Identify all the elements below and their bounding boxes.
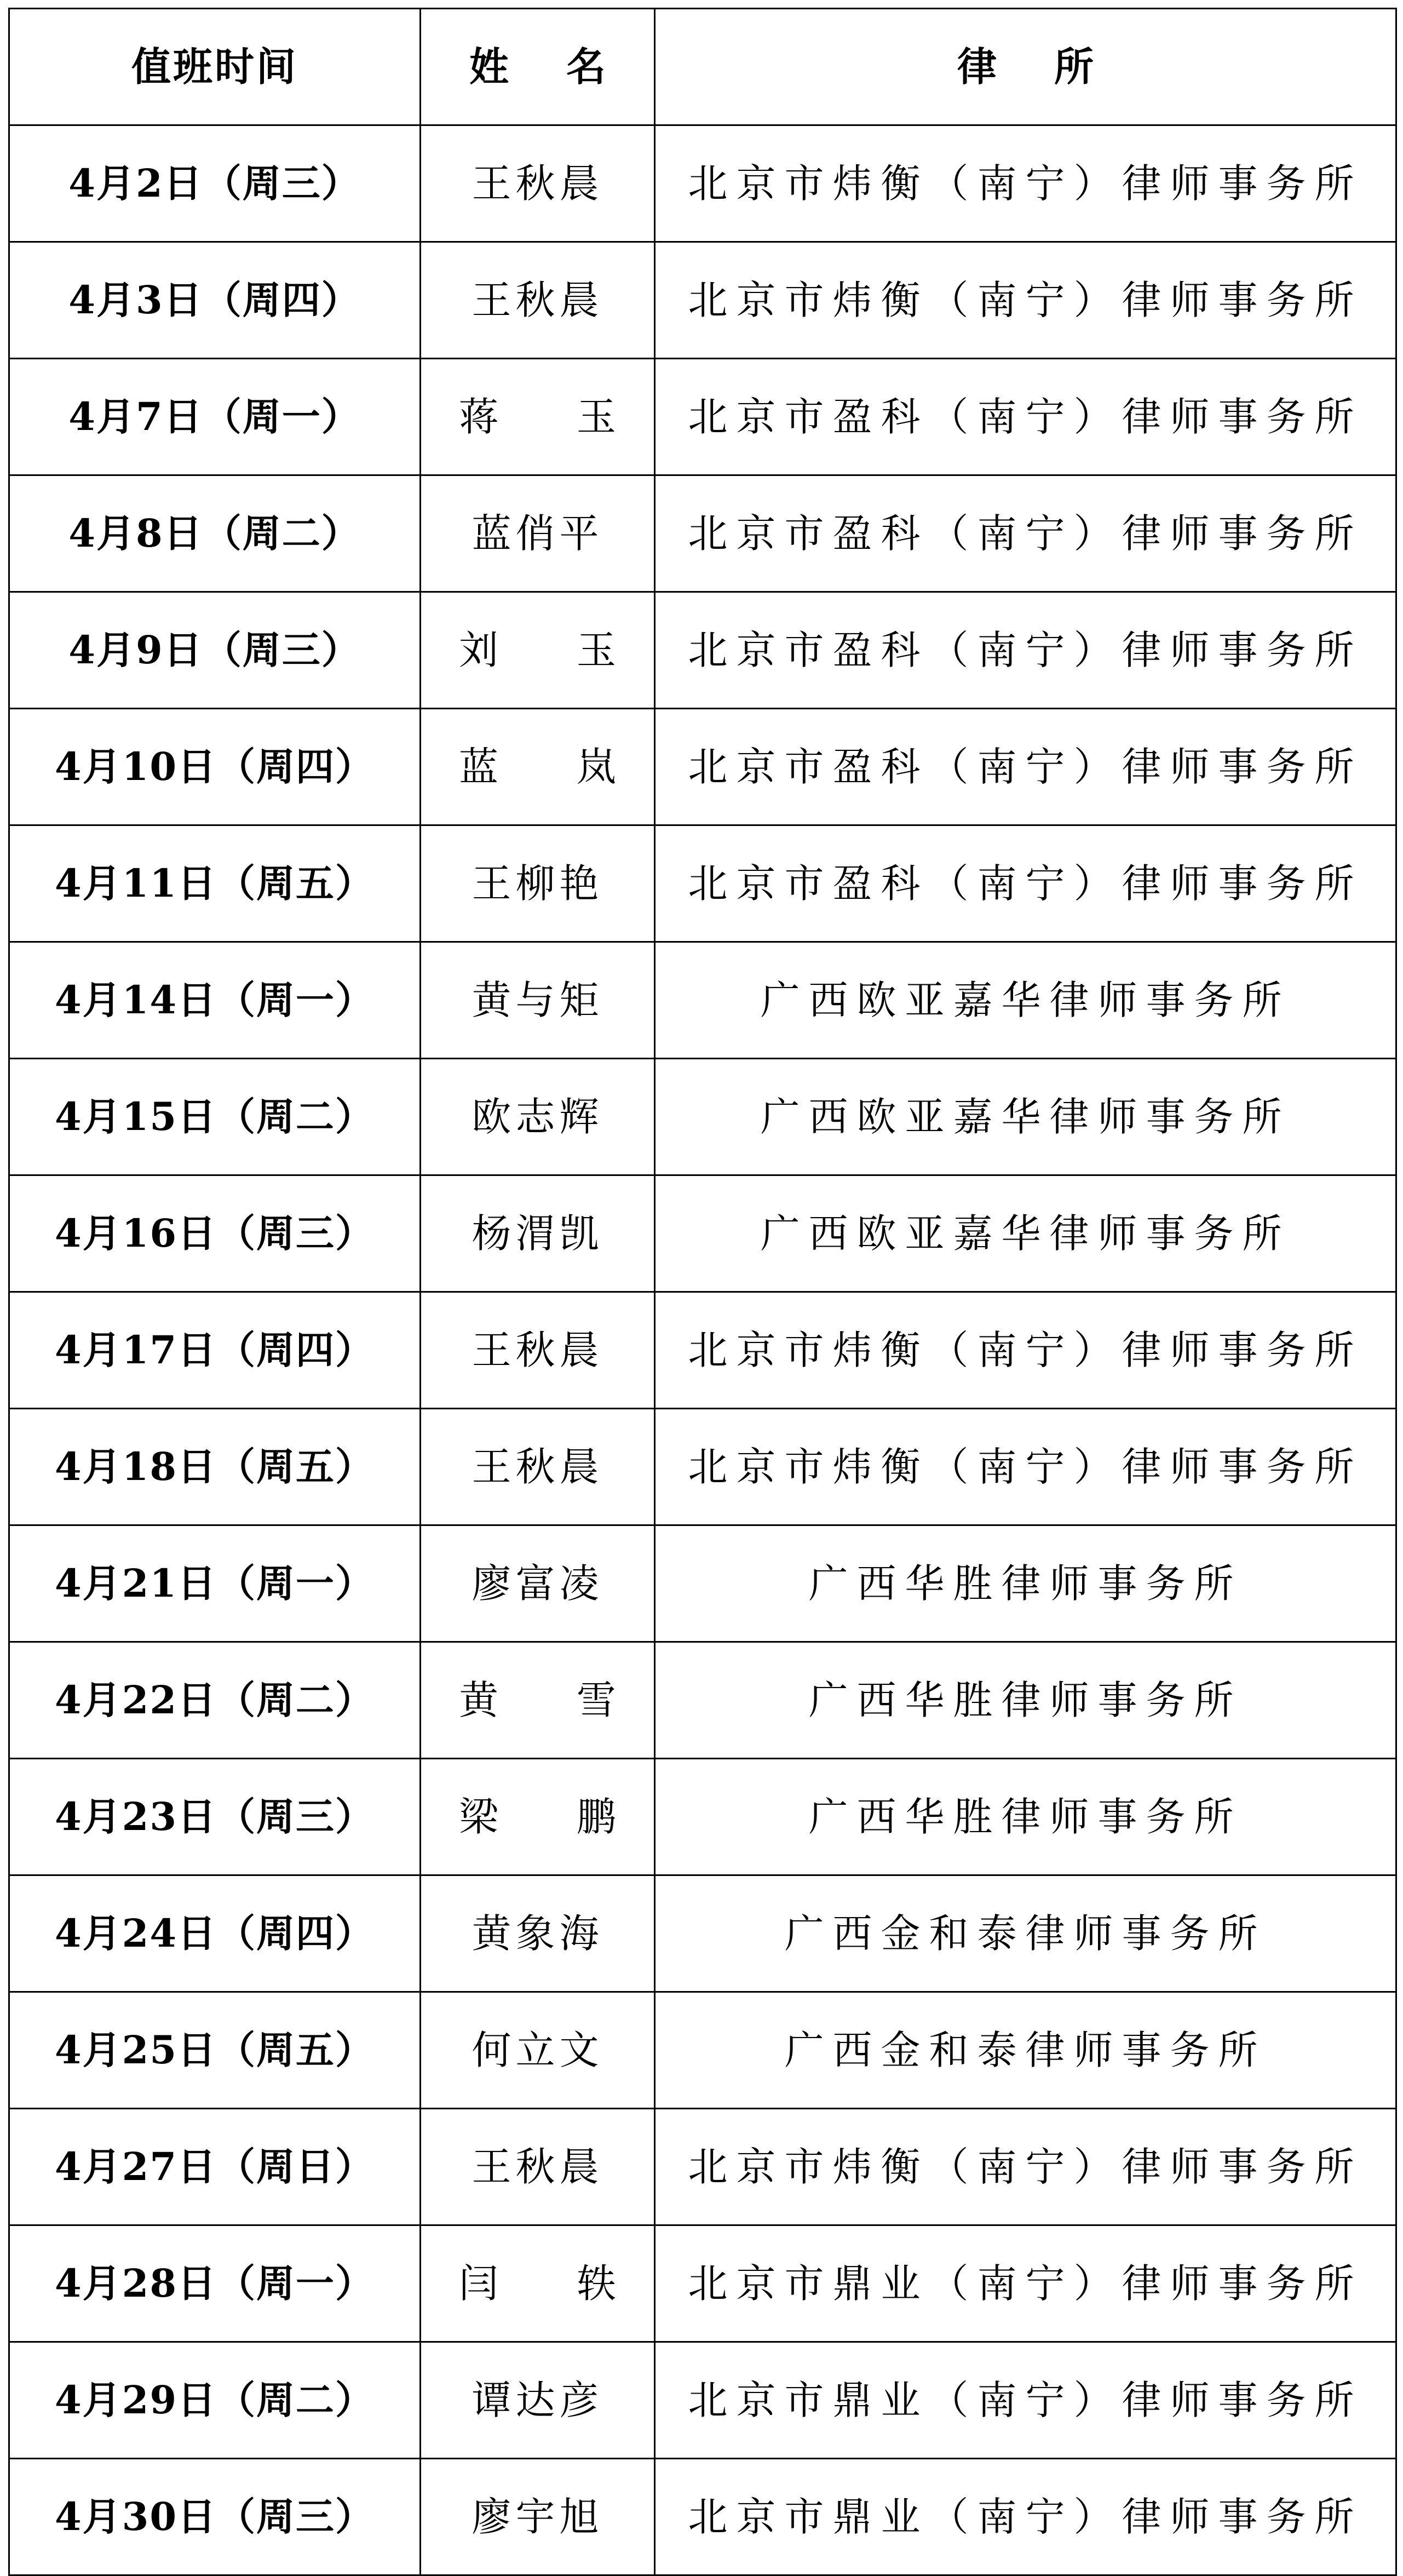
- duty-date-cell: 4月24日（周四）: [9, 1875, 421, 1992]
- law-firm-cell: 北京市盈科（南宁）律师事务所: [655, 592, 1396, 709]
- lawyer-name-cell: 欧志辉: [421, 1059, 655, 1175]
- table-row: [9, 1759, 1396, 1875]
- table-row: [9, 1409, 1396, 1525]
- table-header-row: [9, 9, 1396, 125]
- law-firm-cell: 广西华胜律师事务所: [655, 1642, 1396, 1759]
- law-firm-cell: 北京市炜衡（南宁）律师事务所: [655, 2109, 1396, 2225]
- law-firm-cell: 北京市炜衡（南宁）律师事务所: [655, 242, 1396, 359]
- law-firm-cell: 广西华胜律师事务所: [655, 1759, 1396, 1875]
- lawyer-name-cell: 王秋晨: [421, 1409, 655, 1525]
- lawyer-name-cell: 刘 玉: [421, 592, 655, 709]
- lawyer-name-cell: 王秋晨: [421, 1292, 655, 1409]
- header-name: 姓 名: [421, 9, 655, 125]
- duty-date-cell: 4月2日（周三）: [9, 125, 421, 242]
- table-row: [9, 359, 1396, 475]
- duty-date-cell: 4月16日（周三）: [9, 1175, 421, 1292]
- lawyer-name-cell: 王秋晨: [421, 242, 655, 359]
- law-firm-cell: 北京市炜衡（南宁）律师事务所: [655, 1409, 1396, 1525]
- lawyer-name-cell: 黄象海: [421, 1875, 655, 1992]
- table-row: [9, 1992, 1396, 2109]
- duty-date-cell: 4月18日（周五）: [9, 1409, 421, 1525]
- law-firm-cell: 广西欧亚嘉华律师事务所: [655, 942, 1396, 1059]
- duty-date-cell: 4月25日（周五）: [9, 1992, 421, 2109]
- table-row: [9, 1525, 1396, 1642]
- law-firm-cell: 北京市盈科（南宁）律师事务所: [655, 825, 1396, 942]
- law-firm-cell: 北京市鼎业（南宁）律师事务所: [655, 2459, 1396, 2575]
- law-firm-cell: 北京市鼎业（南宁）律师事务所: [655, 2225, 1396, 2342]
- duty-date-cell: 4月10日（周四）: [9, 709, 421, 825]
- lawyer-name-cell: 黄与矩: [421, 942, 655, 1059]
- lawyer-name-cell: 梁 鹏: [421, 1759, 655, 1875]
- duty-date-cell: 4月27日（周日）: [9, 2109, 421, 2225]
- duty-date-cell: 4月9日（周三）: [9, 592, 421, 709]
- law-firm-cell: 北京市炜衡（南宁）律师事务所: [655, 125, 1396, 242]
- lawyer-name-cell: 廖宇旭: [421, 2459, 655, 2575]
- duty-date-cell: 4月3日（周四）: [9, 242, 421, 359]
- lawyer-name-cell: 黄 雪: [421, 1642, 655, 1759]
- law-firm-cell: 广西欧亚嘉华律师事务所: [655, 1175, 1396, 1292]
- table-row: [9, 475, 1396, 592]
- lawyer-name-cell: 蓝俏平: [421, 475, 655, 592]
- law-firm-cell: 广西金和泰律师事务所: [655, 1992, 1396, 2109]
- duty-date-cell: 4月30日（周三）: [9, 2459, 421, 2575]
- table-row: [9, 1059, 1396, 1175]
- duty-date-cell: 4月14日（周一）: [9, 942, 421, 1059]
- table-row: [9, 709, 1396, 825]
- duty-date-cell: 4月7日（周一）: [9, 359, 421, 475]
- duty-date-cell: 4月8日（周二）: [9, 475, 421, 592]
- lawyer-name-cell: 闫 轶: [421, 2225, 655, 2342]
- table-row: [9, 825, 1396, 942]
- table-row: [9, 2109, 1396, 2225]
- table-row: [9, 2225, 1396, 2342]
- table-row: [9, 2342, 1396, 2459]
- duty-date-cell: 4月21日（周一）: [9, 1525, 421, 1642]
- table-row: [9, 1875, 1396, 1992]
- lawyer-name-cell: 蒋 玉: [421, 359, 655, 475]
- law-firm-cell: 广西金和泰律师事务所: [655, 1875, 1396, 1992]
- table-row: [9, 2459, 1396, 2575]
- lawyer-name-cell: 王秋晨: [421, 125, 655, 242]
- law-firm-cell: 北京市盈科（南宁）律师事务所: [655, 359, 1396, 475]
- duty-date-cell: 4月15日（周二）: [9, 1059, 421, 1175]
- duty-date-cell: 4月28日（周一）: [9, 2225, 421, 2342]
- duty-date-cell: 4月23日（周三）: [9, 1759, 421, 1875]
- law-firm-cell: 北京市炜衡（南宁）律师事务所: [655, 1292, 1396, 1409]
- table-row: [9, 942, 1396, 1059]
- law-firm-cell: 北京市盈科（南宁）律师事务所: [655, 709, 1396, 825]
- lawyer-name-cell: 杨渭凯: [421, 1175, 655, 1292]
- lawyer-name-cell: 王柳艳: [421, 825, 655, 942]
- header-duty-time: 值班时间: [9, 9, 421, 125]
- duty-date-cell: 4月29日（周二）: [9, 2342, 421, 2459]
- lawyer-name-cell: 廖富凌: [421, 1525, 655, 1642]
- law-firm-cell: 广西华胜律师事务所: [655, 1525, 1396, 1642]
- table-row: [9, 242, 1396, 359]
- law-firm-cell: 北京市鼎业（南宁）律师事务所: [655, 2342, 1396, 2459]
- duty-date-cell: 4月11日（周五）: [9, 825, 421, 942]
- lawyer-name-cell: 王秋晨: [421, 2109, 655, 2225]
- law-firm-cell: 北京市盈科（南宁）律师事务所: [655, 475, 1396, 592]
- table-row: [9, 1292, 1396, 1409]
- header-law-firm: 律 所: [655, 9, 1396, 125]
- lawyer-name-cell: 谭达彦: [421, 2342, 655, 2459]
- lawyer-name-cell: 何立文: [421, 1992, 655, 2109]
- table-row: [9, 1642, 1396, 1759]
- table-row: [9, 125, 1396, 242]
- duty-schedule-table: [8, 8, 1397, 2576]
- table-row: [9, 1175, 1396, 1292]
- law-firm-cell: 广西欧亚嘉华律师事务所: [655, 1059, 1396, 1175]
- lawyer-name-cell: 蓝 岚: [421, 709, 655, 825]
- table-row: [9, 592, 1396, 709]
- duty-date-cell: 4月22日（周二）: [9, 1642, 421, 1759]
- duty-date-cell: 4月17日（周四）: [9, 1292, 421, 1409]
